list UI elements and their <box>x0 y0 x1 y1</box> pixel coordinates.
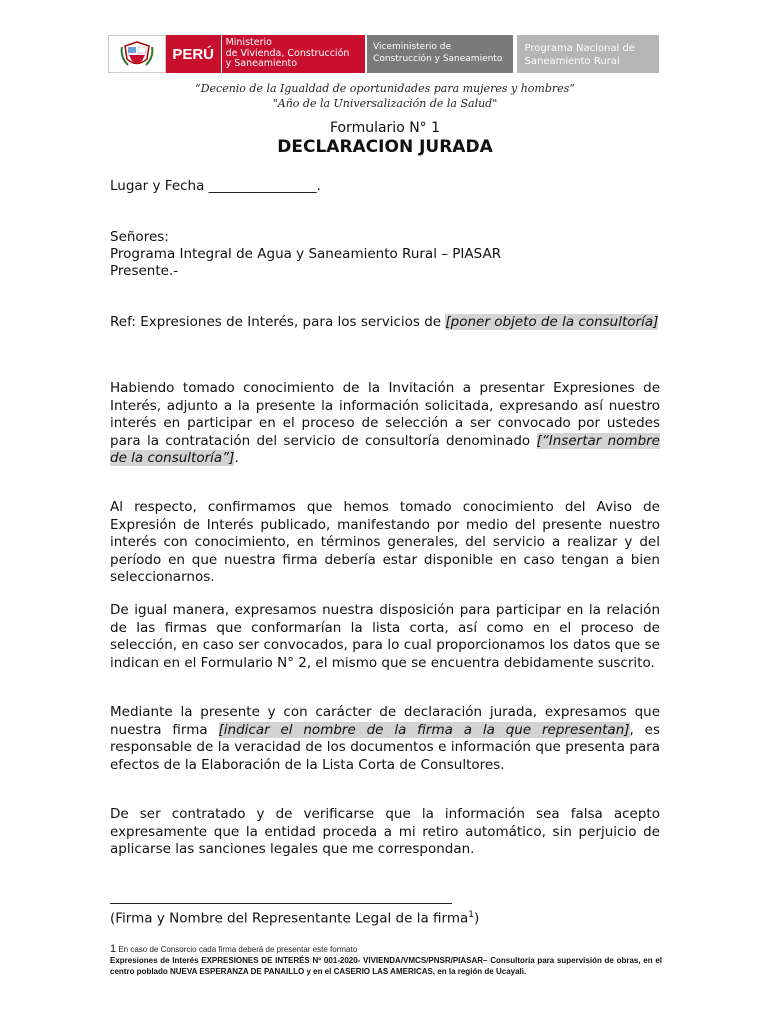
coat-of-arms-icon <box>108 35 166 73</box>
paragraph-5: De ser contratado y de verificarse que la información sea falsa acepto expresamente que la entidad proceda a mi retiro automático, sin perjuicio de aplicarse las sanciones legales que me correspondan. <box>110 806 660 857</box>
firma-placeholder: [indicar el nombre de la firma a la que representan] <box>218 721 630 738</box>
reference-placeholder: [poner objeto de la consultoría] <box>445 314 659 330</box>
reference-paragraph: Ref: Expresiones de Interés, para los servicios de [poner objeto de la consultoría] <box>110 314 659 330</box>
consultoria-placeholder: [“Insertar nombre de la consultoría”] <box>110 432 660 466</box>
programa-label: Programa Nacional de Saneamiento Rural <box>517 35 659 73</box>
signature-caption: (Firma y Nombre del Representante Legal de la firma$^1$) <box>110 910 480 927</box>
ministerio-label: Ministerio de Vivienda, Construcción y Saneamiento <box>221 35 365 73</box>
paragraph-3: De igual manera, expresamos nuestra disposición para participar en la relación de las firmas que conformarían la lista corta, así como en el proceso de selección, en caso ser convocados, para lo cual proporcionamos los datos que se indican en el Formulario N° 2, el mismo que se encuentra debidamente suscrito. <box>110 602 660 671</box>
peru-logo: PERÚ <box>166 35 221 73</box>
recipient-block: Señores: Programa Integral de Agua y Saneamiento Rural – PIASAR Presente.- <box>110 229 502 279</box>
document-footer: Expresiones de Interés EXPRESIONES DE INTERÉS Nº 001-2020- VIVIENDA/VMCS/PNSR/PIASAR– Consultoría para supervisión de obras, en el centro poblado NUEVA ESPERANZA DE PANAILLO y en el CASERIO LAS AMERICAS, en la región de Ucayali. <box>110 956 662 976</box>
form-title: DECLARACION JURADA <box>277 137 493 157</box>
viceministerio-label: Viceministerio de Construcción y Saneamiento <box>367 35 512 73</box>
paragraph-4: Mediante la presente y con carácter de declaración jurada, expresamos que nuestra firma [indicar el nombre de la firma a la que representan], es responsable de la veracidad de los documentos e información que presenta para efectos de la Elaboración de la Lista Corta de Consultores. <box>110 704 661 773</box>
decenio-line: “Decenio de la Igualdad de oportunidades para mujeres y hombres” <box>195 82 575 95</box>
footnote: 1 En caso de Consorcio cada firma deberá de presentar este formato <box>110 943 358 955</box>
signature-line <box>110 903 452 904</box>
paragraph-1: Habiendo tomado conocimiento de la Invitación a presentar Expresiones de Interés, adjunto a la presente la información solicitada, expresando así nuestro interés en participar en el proceso de selección a ser convocado por ustedes para la contratación del servicio de consultoría denominado [“Insertar nombre de la consultoría”]. <box>110 380 660 466</box>
form-number: Formulario N° 1 <box>329 120 441 136</box>
government-header <box>108 35 659 73</box>
paragraph-2: Al respecto, confirmamos que hemos tomado conocimiento del Aviso de Expresión de Interés publicado, manifestando por medio del presente nuestro interés con conocimiento, en términos generales, del servicio a realizar y del período en que nuestra firma debería estar disponible en caso tengan a bien seleccionarnos. <box>110 499 660 585</box>
lugar-fecha: Lugar y Fecha ________________. <box>110 178 321 194</box>
anio-line: "Año de la Universalización de la Salud" <box>272 97 498 110</box>
